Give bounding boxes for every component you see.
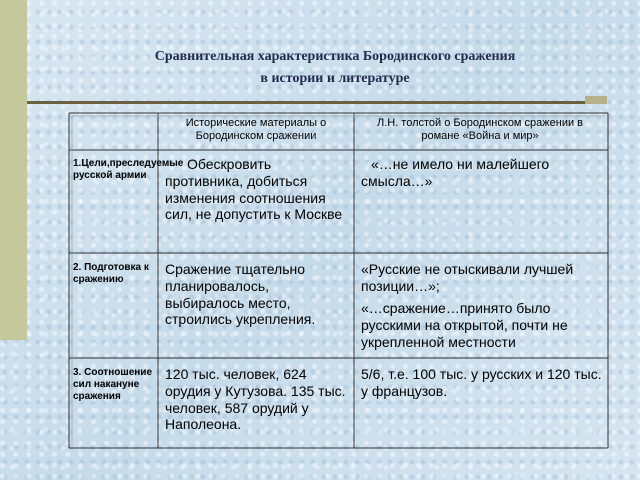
row-label-forces: 3. Соотношение сил накануне сражения bbox=[73, 367, 152, 402]
row-preparation-literature-1: «Русские не отыскивали лучшей позиции…»; bbox=[361, 261, 574, 294]
row-forces-history: 120 тыс. человек, 624 орудия у Кутузова. 135 тыс. человек, 587 орудий у Наполеона. bbox=[165, 366, 346, 433]
column-header-history: Исторические материалы о Бородинском сражении bbox=[185, 117, 327, 143]
row-forces-literature: 5/6, т.е. 100 тыс. у русских и 120 тыс. у французов. bbox=[361, 366, 602, 399]
row-label-goals: 1.Цели,преследуемые русской армии bbox=[73, 158, 184, 181]
row-goals-history: Обескровить противника, добиться изменения соотношения сил, не допустить к Москве bbox=[165, 156, 343, 223]
row-label-preparation: 2. Подготовка к сражению bbox=[73, 262, 149, 285]
row-preparation-history: Сражение тщательно планировалось, выбиралось место, строились укрепления. bbox=[165, 261, 316, 328]
title-line-1: Сравнительная характеристика Бородинского сражения bbox=[154, 49, 516, 64]
column-header-literature: Л.Н. толстой о Бородинском сражении в романе «Война и мир» bbox=[376, 117, 584, 143]
title-line-2: в истории и литературе bbox=[260, 71, 410, 86]
row-goals-literature: «…не имело ни малейшего смысла…» bbox=[361, 156, 550, 189]
row-preparation-literature-2: «…сражение…принято было русскими на открытой, почти не укрепленной местности bbox=[361, 300, 568, 350]
